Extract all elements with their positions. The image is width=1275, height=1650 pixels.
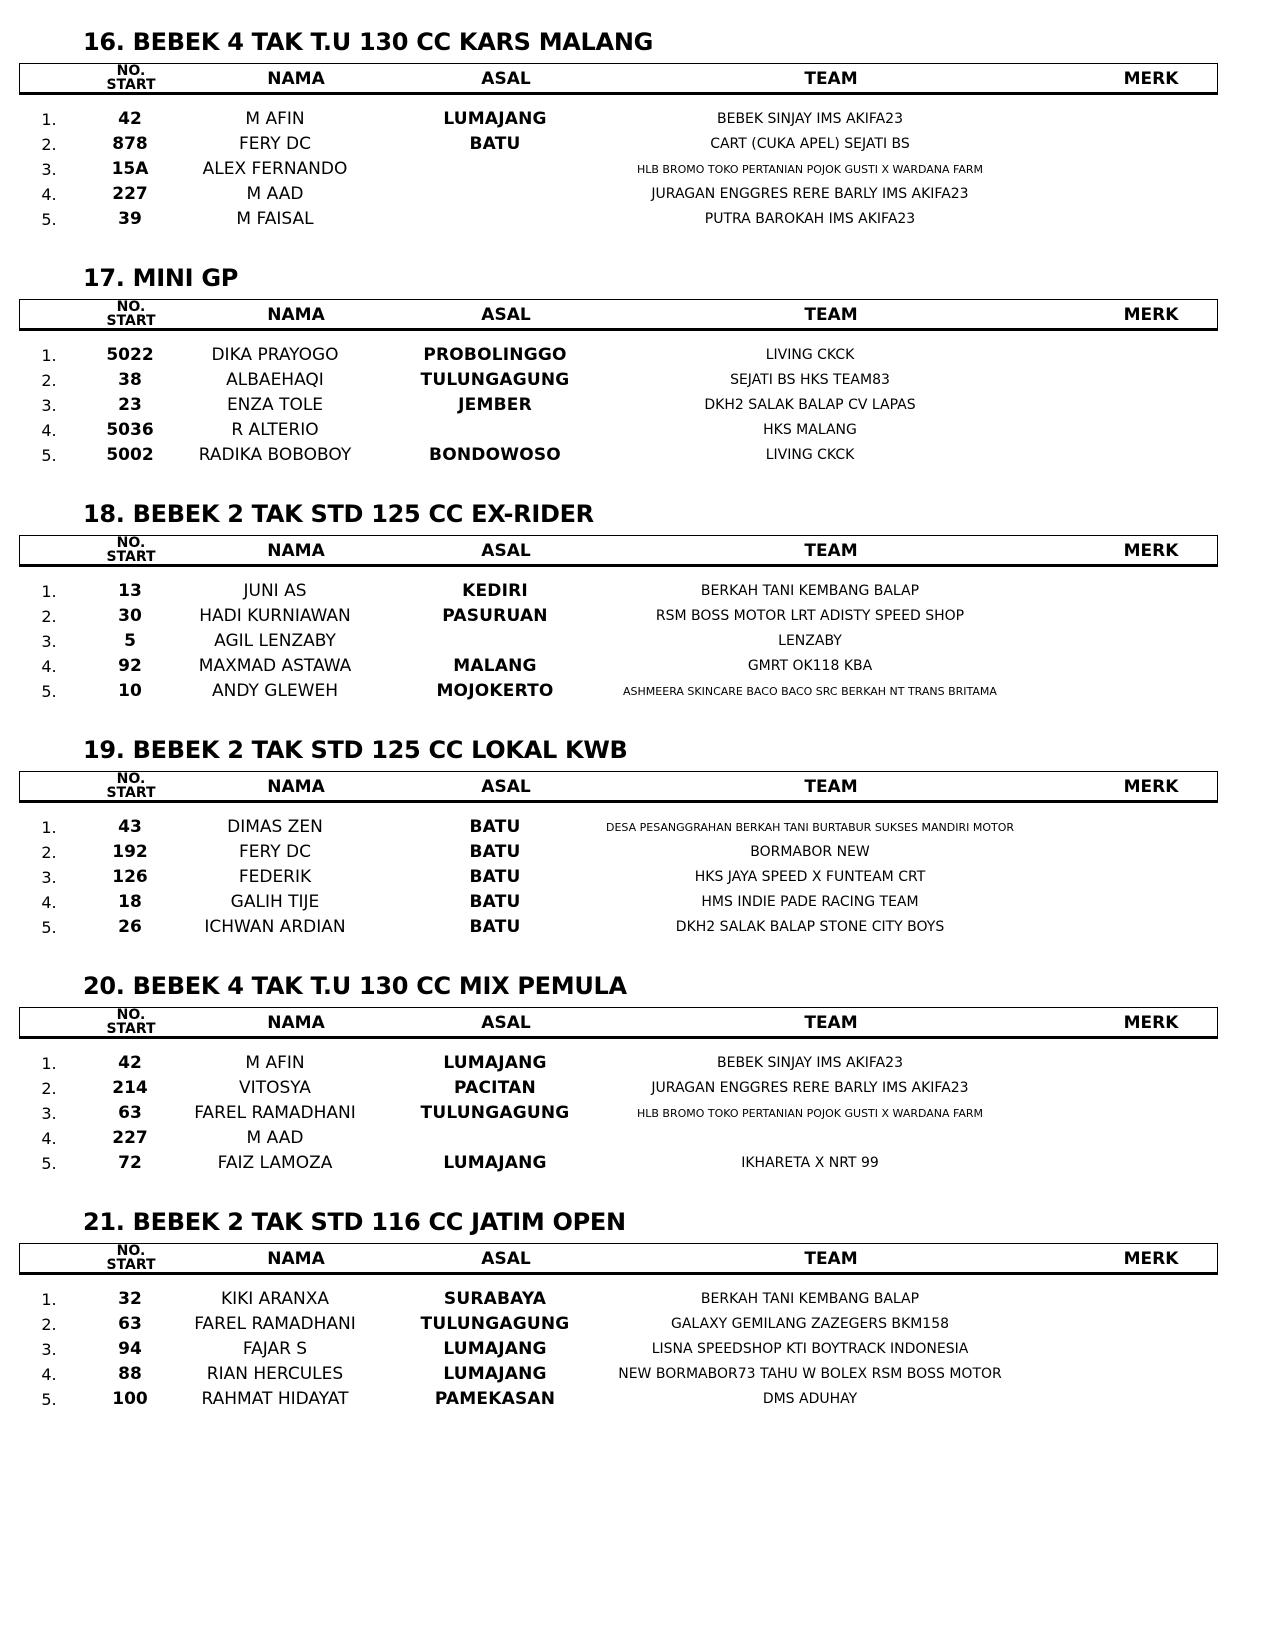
row-number: 4. (41, 1129, 57, 1148)
race-class-section (0, 735, 1275, 975)
header-nama: NAMA (267, 305, 325, 325)
header-no-start (76, 1244, 186, 1272)
rider-name: DIKA PRAYOGO (211, 345, 339, 365)
race-class-section (0, 27, 1275, 267)
table-row (0, 654, 1275, 679)
table-row (0, 1151, 1275, 1176)
race-class-section (0, 971, 1275, 1211)
header-start-label: START (106, 1021, 156, 1037)
row-number: 5. (41, 1154, 57, 1173)
rider-name: MAXMAD ASTAWA (198, 656, 352, 676)
rider-name: FEDERIK (238, 867, 312, 887)
rider-origin: BATU (469, 917, 521, 937)
table-row (0, 579, 1275, 604)
table-row (0, 1337, 1275, 1362)
start-number: 18 (118, 892, 142, 912)
header-merk: MERK (1123, 69, 1179, 89)
rider-name: M AAD (246, 1128, 304, 1148)
header-asal: ASAL (481, 1249, 531, 1269)
table-row (0, 157, 1275, 182)
rider-name: FERY DC (239, 134, 311, 154)
row-number: 1. (41, 1290, 57, 1309)
table-row (0, 679, 1275, 704)
team-name: HLB BROMO TOKO PERTANIAN POJOK GUSTI X WARDANA FARM (636, 163, 984, 176)
rider-name: M AAD (246, 184, 304, 204)
header-no-label: NO. (116, 299, 146, 315)
table-row (0, 1101, 1275, 1126)
table-row (0, 840, 1275, 865)
header-start-label: START (106, 549, 156, 565)
rider-origin: KEDIRI (462, 581, 528, 601)
rider-name: FERY DC (239, 842, 311, 862)
start-number: 63 (118, 1314, 142, 1334)
table-row (0, 343, 1275, 368)
header-asal: ASAL (481, 777, 531, 797)
start-number: 192 (112, 842, 148, 862)
team-name: BEBEK SINJAY IMS AKIFA23 (717, 111, 903, 127)
rider-origin: PAMEKASAN (434, 1389, 556, 1409)
table-row (0, 1387, 1275, 1412)
row-number: 3. (41, 632, 57, 651)
team-name: NEW BORMABOR73 TAHU W BOLEX RSM BOSS MOTOR (618, 1366, 1002, 1382)
start-number: 214 (112, 1078, 148, 1098)
start-number: 878 (112, 134, 148, 154)
header-merk: MERK (1123, 1013, 1179, 1033)
table-body (0, 343, 1275, 468)
rider-origin: TULUNGAGUNG (420, 1314, 570, 1334)
team-name: RSM BOSS MOTOR LRT ADISTY SPEED SHOP (655, 608, 965, 624)
header-team: TEAM (804, 305, 858, 325)
rider-origin: BONDOWOSO (429, 445, 561, 465)
team-name: LENZABY (778, 633, 842, 649)
header-no-label: NO. (116, 63, 146, 79)
rider-origin: PROBOLINGGO (423, 345, 567, 365)
header-no-label: NO. (116, 1243, 146, 1259)
rider-name: M AFIN (245, 1053, 305, 1073)
team-name: LISNA SPEEDSHOP KTI BOYTRACK INDONESIA (651, 1341, 969, 1357)
team-name: JURAGAN ENGGRES RERE BARLY IMS AKIFA23 (651, 1080, 969, 1096)
rider-name: ICHWAN ARDIAN (204, 917, 346, 937)
rider-origin: LUMAJANG (443, 109, 547, 129)
table-row (0, 1076, 1275, 1101)
header-asal: ASAL (481, 1013, 531, 1033)
rider-origin: MALANG (453, 656, 537, 676)
race-class-section (0, 263, 1275, 503)
start-number: 63 (118, 1103, 142, 1123)
table-row (0, 393, 1275, 418)
rider-name: RAHMAT HIDAYAT (201, 1389, 349, 1409)
header-no-start (76, 300, 186, 328)
rider-name: M AFIN (245, 109, 305, 129)
table-row (0, 815, 1275, 840)
table-row (0, 132, 1275, 157)
table-row (0, 1126, 1275, 1151)
row-number: 2. (41, 607, 57, 626)
rider-name: ALBAEHAQI (226, 370, 324, 390)
start-number: 100 (112, 1389, 148, 1409)
start-number: 38 (118, 370, 142, 390)
rider-name: FAJAR S (242, 1339, 308, 1359)
team-name: DMS ADUHAY (762, 1391, 858, 1407)
start-number: 39 (118, 209, 142, 229)
team-name: DKH2 SALAK BALAP STONE CITY BOYS (675, 919, 945, 935)
row-number: 5. (41, 446, 57, 465)
team-name: HMS INDIE PADE RACING TEAM (701, 894, 919, 910)
rider-origin: SURABAYA (443, 1289, 547, 1309)
team-name: JURAGAN ENGGRES RERE BARLY IMS AKIFA23 (651, 186, 969, 202)
header-start-label: START (106, 77, 156, 93)
row-number: 1. (41, 110, 57, 129)
rider-name: JUNI AS (243, 581, 307, 601)
row-number: 1. (41, 346, 57, 365)
header-merk: MERK (1123, 541, 1179, 561)
team-name: IKHARETA X NRT 99 (741, 1155, 879, 1171)
table-row (0, 443, 1275, 468)
header-team: TEAM (804, 777, 858, 797)
header-team: TEAM (804, 1013, 858, 1033)
rider-origin: PASURUAN (442, 606, 548, 626)
row-number: 5. (41, 1390, 57, 1409)
table-row (0, 107, 1275, 132)
header-team: TEAM (804, 541, 858, 561)
rider-name: KIKI ARANXA (220, 1289, 330, 1309)
header-merk: MERK (1123, 305, 1179, 325)
row-number: 3. (41, 1104, 57, 1123)
rider-origin: TULUNGAGUNG (420, 1103, 570, 1123)
start-number: 92 (118, 656, 142, 676)
table-row (0, 182, 1275, 207)
rider-origin: BATU (469, 134, 521, 154)
start-number: 88 (118, 1364, 142, 1384)
start-number: 10 (118, 681, 142, 701)
header-start-label: START (106, 313, 156, 329)
rider-name: FAREL RAMADHANI (194, 1103, 356, 1123)
header-start-label: START (106, 1257, 156, 1273)
rider-name: RADIKA BOBOBOY (198, 445, 352, 465)
rider-name: DIMAS ZEN (227, 817, 323, 837)
race-class-title: 16. BEBEK 4 TAK T.U 130 CC KARS MALANG (83, 28, 654, 56)
race-class-title: 18. BEBEK 2 TAK STD 125 CC EX-RIDER (83, 500, 594, 528)
row-number: 5. (41, 918, 57, 937)
table-row (0, 1312, 1275, 1337)
team-name: HKS JAYA SPEED X FUNTEAM CRT (694, 869, 926, 885)
start-number: 5022 (106, 345, 154, 365)
rider-name: ALEX FERNANDO (202, 159, 348, 179)
header-asal: ASAL (481, 69, 531, 89)
row-number: 1. (41, 1054, 57, 1073)
row-number: 4. (41, 421, 57, 440)
header-start-label: START (106, 785, 156, 801)
row-number: 4. (41, 185, 57, 204)
rider-name: R ALTERIO (231, 420, 319, 440)
rider-name: FAREL RAMADHANI (194, 1314, 356, 1334)
team-name: GALAXY GEMILANG ZAZEGERS BKM158 (670, 1316, 950, 1332)
start-number: 5002 (106, 445, 154, 465)
header-nama: NAMA (267, 69, 325, 89)
start-number: 32 (118, 1289, 142, 1309)
table-row (0, 418, 1275, 443)
team-name: GMRT OK118 KBA (747, 658, 873, 674)
rider-name: ENZA TOLE (226, 395, 324, 415)
row-number: 1. (41, 818, 57, 837)
header-nama: NAMA (267, 541, 325, 561)
start-number: 5036 (106, 420, 154, 440)
header-team: TEAM (804, 1249, 858, 1269)
header-no-label: NO. (116, 535, 146, 551)
start-number: 94 (118, 1339, 142, 1359)
table-header (19, 63, 1218, 95)
row-number: 5. (41, 210, 57, 229)
start-number: 43 (118, 817, 142, 837)
table-row (0, 890, 1275, 915)
rider-origin: JEMBER (458, 395, 532, 415)
row-number: 4. (41, 657, 57, 676)
row-number: 3. (41, 868, 57, 887)
start-number: 15A (111, 159, 149, 179)
race-class-title: 19. BEBEK 2 TAK STD 125 CC LOKAL KWB (83, 736, 628, 764)
table-header (19, 1243, 1218, 1275)
team-name: DESA PESANGGRAHAN BERKAH TANI BURTABUR SUKSES MANDIRI MOTOR (606, 821, 1014, 834)
header-no-start (76, 1008, 186, 1036)
rider-origin: BATU (469, 892, 521, 912)
start-number: 42 (118, 109, 142, 129)
start-number: 227 (112, 184, 148, 204)
row-number: 3. (41, 160, 57, 179)
rider-origin: PACITAN (454, 1078, 536, 1098)
row-number: 2. (41, 1315, 57, 1334)
rider-name: ANDY GLEWEH (211, 681, 338, 701)
header-team: TEAM (804, 69, 858, 89)
table-row (0, 1287, 1275, 1312)
rider-origin: LUMAJANG (443, 1053, 547, 1073)
header-merk: MERK (1123, 777, 1179, 797)
rider-origin: MOJOKERTO (436, 681, 554, 701)
team-name: BERKAH TANI KEMBANG BALAP (700, 583, 920, 599)
row-number: 4. (41, 1365, 57, 1384)
row-number: 3. (41, 396, 57, 415)
rider-name: AGIL LENZABY (214, 631, 336, 651)
header-asal: ASAL (481, 305, 531, 325)
row-number: 5. (41, 682, 57, 701)
table-body (0, 107, 1275, 232)
race-class-title: 17. MINI GP (83, 264, 239, 292)
start-number: 13 (118, 581, 142, 601)
team-name: HKS MALANG (763, 422, 857, 438)
table-body (0, 579, 1275, 704)
rider-origin: TULUNGAGUNG (420, 370, 570, 390)
rider-origin: BATU (469, 817, 521, 837)
table-header (19, 771, 1218, 803)
team-name: ASHMEERA SKINCARE BACO BACO SRC BERKAH NT TRANS BRITAMA (623, 685, 997, 698)
table-body (0, 815, 1275, 940)
team-name: SEJATI BS HKS TEAM83 (730, 372, 890, 388)
table-header (19, 299, 1218, 331)
table-row (0, 368, 1275, 393)
start-number: 30 (118, 606, 142, 626)
team-name: DKH2 SALAK BALAP CV LAPAS (704, 397, 916, 413)
start-number: 126 (112, 867, 148, 887)
start-number: 72 (118, 1153, 142, 1173)
start-number: 42 (118, 1053, 142, 1073)
race-class-title: 21. BEBEK 2 TAK STD 116 CC JATIM OPEN (83, 1208, 626, 1236)
row-number: 2. (41, 843, 57, 862)
row-number: 2. (41, 371, 57, 390)
table-body (0, 1287, 1275, 1412)
table-row (0, 915, 1275, 940)
header-no-start (76, 536, 186, 564)
table-row (0, 1051, 1275, 1076)
header-no-label: NO. (116, 771, 146, 787)
race-class-title: 20. BEBEK 4 TAK T.U 130 CC MIX PEMULA (83, 972, 627, 1000)
team-name: CART (CUKA APEL) SEJATI BS (710, 136, 910, 152)
row-number: 2. (41, 135, 57, 154)
race-class-section (0, 499, 1275, 739)
team-name: BERKAH TANI KEMBANG BALAP (700, 1291, 920, 1307)
table-row (0, 865, 1275, 890)
rider-name: RIAN HERCULES (206, 1364, 344, 1384)
row-number: 4. (41, 893, 57, 912)
rider-origin: BATU (469, 867, 521, 887)
table-row (0, 207, 1275, 232)
rider-name: GALIH TIJE (230, 892, 320, 912)
start-number: 23 (118, 395, 142, 415)
table-body (0, 1051, 1275, 1176)
table-row (0, 1362, 1275, 1387)
rider-name: FAIZ LAMOZA (217, 1153, 333, 1173)
table-header (19, 535, 1218, 567)
team-name: LIVING CKCK (765, 347, 855, 363)
rider-origin: LUMAJANG (443, 1339, 547, 1359)
header-no-label: NO. (116, 1007, 146, 1023)
team-name: HLB BROMO TOKO PERTANIAN POJOK GUSTI X WARDANA FARM (636, 1107, 984, 1120)
table-row (0, 604, 1275, 629)
header-nama: NAMA (267, 777, 325, 797)
header-no-start (76, 772, 186, 800)
header-nama: NAMA (267, 1013, 325, 1033)
row-number: 3. (41, 1340, 57, 1359)
rider-name: M FAISAL (236, 209, 314, 229)
rider-origin: LUMAJANG (443, 1153, 547, 1173)
header-nama: NAMA (267, 1249, 325, 1269)
team-name: BEBEK SINJAY IMS AKIFA23 (717, 1055, 903, 1071)
row-number: 1. (41, 582, 57, 601)
rider-name: HADI KURNIAWAN (199, 606, 351, 626)
start-number: 227 (112, 1128, 148, 1148)
table-header (19, 1007, 1218, 1039)
team-name: PUTRA BAROKAH IMS AKIFA23 (704, 211, 916, 227)
start-number: 26 (118, 917, 142, 937)
rider-name: VITOSYA (239, 1078, 311, 1098)
rider-origin: LUMAJANG (443, 1364, 547, 1384)
row-number: 2. (41, 1079, 57, 1098)
team-name: LIVING CKCK (765, 447, 855, 463)
race-class-section (0, 1207, 1275, 1447)
rider-origin: BATU (469, 842, 521, 862)
header-asal: ASAL (481, 541, 531, 561)
table-row (0, 629, 1275, 654)
header-merk: MERK (1123, 1249, 1179, 1269)
team-name: BORMABOR NEW (750, 844, 870, 860)
start-number: 5 (124, 631, 136, 651)
header-no-start (76, 64, 186, 92)
